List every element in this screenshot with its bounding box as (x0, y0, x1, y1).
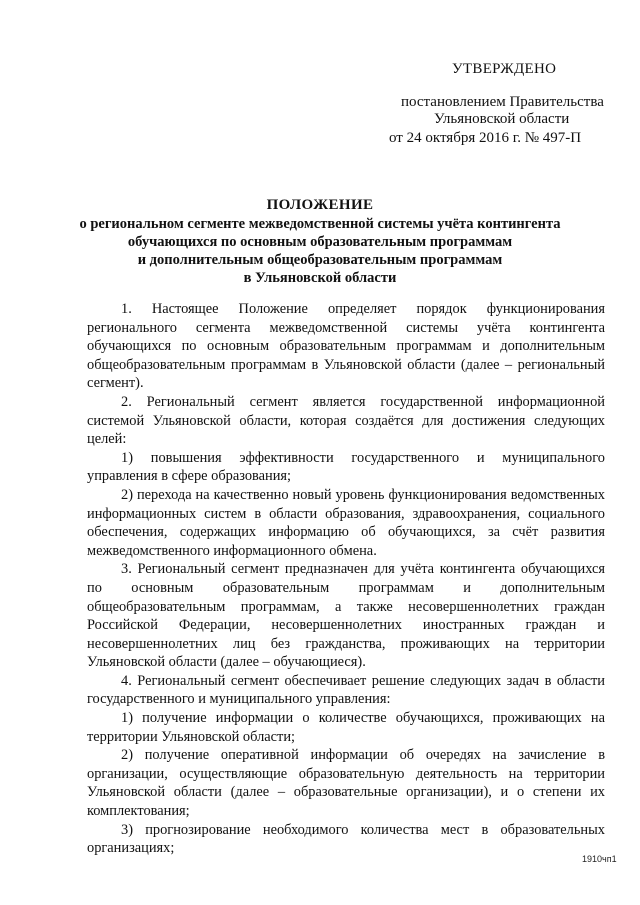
heading-line-2: обучающихся по основным образовательным программам (127, 234, 513, 250)
paragraph-1: 1. Настоящее Положение определяет порядок функционирования регионального сегмента межведомственной системы учёта контингента обучающихся по основным образовательным программам и дополнительным общеобразовательным программам в Ульяновской области (далее – региональный сегмент). (87, 301, 605, 392)
approval-line-3: от 24 октября 2016 г. № 497-П (389, 130, 582, 146)
heading-line-1: о региональном сегменте межведомственной системы учёта контингента (79, 216, 561, 232)
heading-line-4: в Ульяновской области (243, 270, 397, 286)
document-title: ПОЛОЖЕНИЕ (266, 197, 374, 213)
document-body (87, 300, 605, 858)
approval-line-1: постановлением Правительства (401, 94, 604, 110)
document-heading (60, 196, 580, 287)
paragraph-2-item-2: 2) перехода на качественно новый уровень функционирования ведомственных информационных систем в области образования, здравоохранения, социального обеспечения, содержащих информацию об обучающихся, за счёт развития межведомственного информационного обмена. (87, 486, 605, 559)
paragraph-2: 2. Региональный сегмент является государственной информационной системой Ульяновской области, которая создаётся для достижения следующих целей: (87, 393, 605, 448)
approval-title: УТВЕРЖДЕНО (452, 61, 557, 77)
paragraph-3: 3. Региональный сегмент предназначен для учёта контингента обучающихся по основным образовательным программам и дополнительным общеобразовательным программам, а также несовершеннолетних граждан Российской Федерации, несовершеннолетних иностранных граждан и несовершеннолетних лиц без гражданства, проживающих на территории Ульяновской области (далее – обучающиеся). (87, 561, 605, 671)
paragraph-4-item-1: 1) получение информации о количестве обучающихся, проживающих на территории Ульяновской области; (87, 710, 605, 745)
paragraph-2-item-1: 1) повышения эффективности государственного и муниципального управления в сфере образования; (87, 449, 605, 485)
paragraph-4: 4. Региональный сегмент обеспечивает решение следующих задач в области государственного и муниципального управления: (87, 672, 605, 708)
approval-line-2: Ульяновской области (434, 111, 570, 127)
paragraph-4-item-2: 2) получение оперативной информации об очередях на зачисление в организации, осуществляющие образовательную деятельность на территории Ульяновской области (далее – образовательные организации), и о степени их комплектования; (87, 747, 605, 820)
document-code: 1910чп1 (582, 854, 617, 864)
heading-line-3: и дополнительным общеобразовательным программам (137, 252, 503, 268)
paragraph-4-item-3: 3) прогнозирование необходимого количества мест в образовательных организациях; (87, 821, 605, 857)
